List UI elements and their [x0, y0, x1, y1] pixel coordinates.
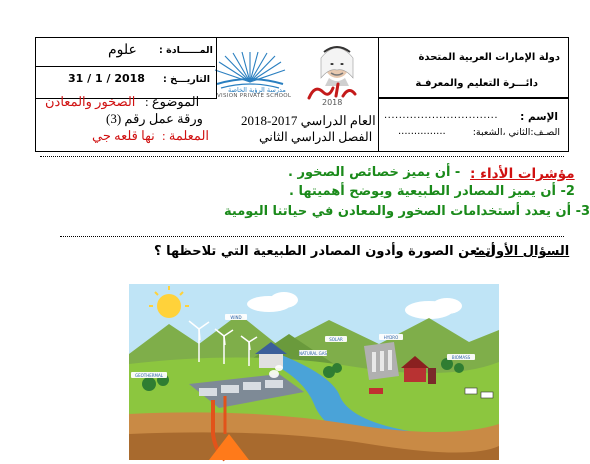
student-box — [378, 97, 569, 152]
natural-resources-illustration — [129, 284, 499, 460]
date-label: التاريـــخ : — [163, 74, 210, 85]
indicator-2: 2- أن يميز المصادر الطبيعية ويوضح أهميتها . — [289, 184, 575, 199]
label-natural-gas: NATURAL GAS — [298, 351, 328, 356]
year-line: العام الدراسي 2017-2018 — [241, 113, 376, 128]
date-value: 31 / 1 / 2018 — [68, 72, 145, 85]
subject-date-divider — [35, 66, 215, 67]
separator-top — [40, 156, 564, 157]
label-biomass: BIOMASS — [451, 355, 471, 360]
zayed-year-number: 2018 — [322, 98, 343, 107]
separator-mid — [60, 236, 564, 237]
class-label: الصـف:الثاني ،الشعبة: — [472, 127, 560, 138]
teacher-value: نها قلعه جي — [92, 128, 155, 143]
worksheet-number: ورقة عمل رقم (3) — [106, 111, 203, 126]
label-geothermal: GEOTHERMAL — [135, 373, 163, 378]
ministry-line1: دولة الإمارات العربية المتحدة — [418, 52, 560, 63]
label-hydro: HYDRO — [383, 335, 399, 340]
indicator-3: 3- أن يعدد أستخدامات الصخور والمعادن في حياتنا اليومية — [224, 204, 590, 219]
indicator-1: - أن يميز خصائص الصخور . — [288, 165, 461, 180]
subject-value: علوم — [108, 43, 137, 58]
subject-label: المــــــادة : — [159, 45, 213, 56]
section-field[interactable]: ............... — [398, 126, 446, 137]
school-name-english: VISION PRIVATE SCHOOL — [217, 93, 292, 99]
name-label: الإسم : — [520, 111, 558, 123]
topic-value: الصخور والمعادن — [45, 94, 136, 109]
name-field[interactable]: ............................... — [384, 110, 499, 121]
indicators-title: مؤشرات الأداء : — [470, 166, 575, 182]
ministry-line2: دائـــرة التعليم والمعرفـة — [415, 78, 538, 89]
school-name-arabic: مدرسة الرؤية الخاصة — [228, 86, 286, 94]
topic-label: الموضوع : — [145, 94, 200, 109]
teacher-label: المعلمة : — [162, 128, 210, 143]
question1-text: أتمعن الصورة وأدون المصادر الطبيعية التي تلاحظها ؟ — [154, 244, 496, 259]
zayed-year-logo — [303, 40, 363, 102]
label-solar: SOLAR — [329, 337, 343, 342]
ministry-box — [378, 37, 569, 99]
question1-label: السؤال الأول : — [475, 244, 570, 259]
semester-line: الفصل الدراسي الثاني — [259, 130, 373, 144]
label-wind: WIND — [230, 315, 242, 320]
